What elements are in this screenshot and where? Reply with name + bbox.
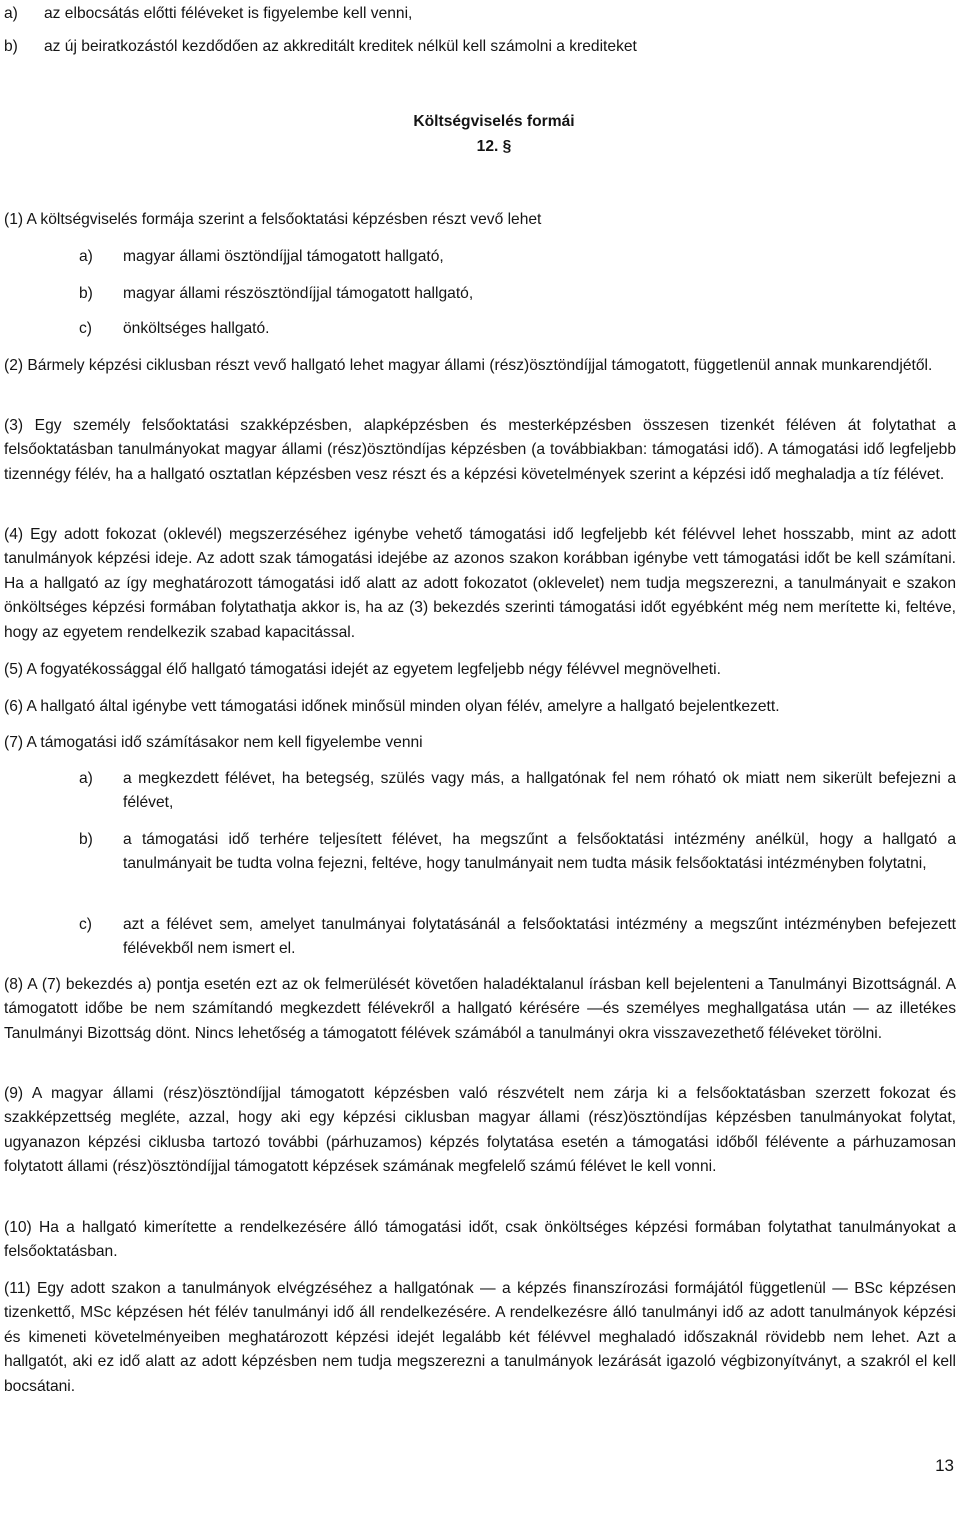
list-item xyxy=(79,913,956,962)
list-item-label: a) xyxy=(4,5,18,22)
page-number: 13 xyxy=(935,1456,954,1475)
paragraph-4: (4) Egy adott fokozat (oklevél) megszerzéséhez igénybe vehető támogatási idő legfeljebb két félévvel lehet hosszabb, mint az adott tanulmányok képzési ideje. Az adott szak támogatási idejébe az azonos szakon korábban igénybe vett támogatási időt be kell számítani. Ha a hallgató az így meghatározott támogatási idő alatt az adott fokozatot (oklevelet) nem tudja megszerezni, a tanulmányait e szakon önköltséges képzési formában folytathatja akkor is, ha az (3) bekezdés szerinti támogatási időt egyébként még nem merítette ki, feltéve, hogy az egyetem rendelkezik szabad kapacitással. xyxy=(4,526,956,641)
list-item-text: önköltséges hallgató. xyxy=(123,320,270,337)
paragraph-2: (2) Bármely képzési ciklusban részt vevő hallgató lehet magyar állami (rész)ösztöndíjjal támogatott, függetlenül annak munkarendjétől. xyxy=(4,357,933,374)
list-item xyxy=(79,828,956,877)
paragraph-10: (10) Ha a hallgató kimerítette a rendelkezésére álló támogatási időt, csak önköltséges képzési formában folytathat tanulmányokat a felsőoktatásban. xyxy=(4,1219,956,1261)
list-item xyxy=(4,37,956,57)
list-item-text: a támogatási idő terhére teljesített félévet, ha megszűnt a felsőoktatási intézmény anélkül, hogy a hallgató a tanulmányait be tudta volna fejezni, feltéve, hogy tanulmányait nem tudta másik felsőoktatási intézményben folytatni, xyxy=(123,831,956,873)
list-item-label: a) xyxy=(79,248,93,265)
section-title: Költségviselés formái xyxy=(413,113,575,130)
paragraph-11: (11) Egy adott szakon a tanulmányok elvégzéséhez a hallgatónak — a képzés finanszírozási formájától függetlenül — BSc képzésen tizenkettő, MSc képzésen hét félév tanulmányi idő áll rendelkezésére. A rendelkezésre álló tanulmányi idő az adott tanulmányok képzési és kimeneti követelményeiben meghatározott képzési idejét legalább két félévvel meghaladó időszaknál rövidebb nem lehet. Azt a hallgatót, aki ez idő alatt az adott képzésben nem tudja megszerezni a tanulmányok lezárását igazoló végbizonyítványt, a szakról el kell bocsátani. xyxy=(4,1280,956,1395)
paragraph-3: (3) Egy személy felsőoktatási szakképzésben, alapképzésben és mesterképzésben összesen tizenkét féléven át folytathat a felsőoktatásban tanulmányokat magyar állami (rész)ösztöndíjas képzésben (a továbbiakban: támogatási idő). A támogatási idő legfeljebb tizennégy félév, ha a hallgató osztatlan képzésben vesz részt és a képzési követelmények szerint a képzési idő meghaladja a tíz félévet. xyxy=(4,417,956,483)
list-item-label: b) xyxy=(4,38,18,55)
list-item-label: b) xyxy=(79,831,93,848)
paragraph-8: (8) A (7) bekezdés a) pontja esetén ezt az ok felmerülését követően haladéktalanul írásban kell bejelenteni a Tanulmányi Bizottságnál. A támogatott időbe be nem számítandó megkezdett félévekről a hallgató kérésére —és személyes meghallgatása után — az illetékes Tanulmányi Bizottság dönt. Nincs lehetőség a támogatott félévek számából a tanulmányi okra visszavezethető féléveket törölni. xyxy=(4,976,956,1042)
section-number: 12. § xyxy=(476,138,512,155)
paragraph-9: (9) A magyar állami (rész)ösztöndíjjal támogatott képzésben való részvételt nem zárja ki a felsőoktatásban szerzett fokozat és szakképzettség megléte, azzal, hogy aki egy képzési ciklusban magyar állami (rész)ösztöndíjas képzésben tanulmányokat folytat, ugyanazon képzési ciklusba tartozó további (párhuzamos) képzés folytatása esetén a támogatási időből félévente a párhuzamosan folytatott állami (rész)ösztöndíjjal támogatott képzések számának megfelelő számú félévet le kell vonni. xyxy=(4,1085,956,1176)
paragraph-1: (1) A költségviselés formája szerint a felsőoktatási képzésben részt vevő lehet xyxy=(4,211,542,228)
list-item-text: az új beiratkozástól kezdődően az akkreditált kreditek nélkül kell számolni a krediteket xyxy=(44,38,637,55)
list-item-label: a) xyxy=(79,770,93,787)
list-item-label: c) xyxy=(79,320,92,337)
list-item-text: magyar állami részösztöndíjjal támogatott hallgató, xyxy=(123,285,474,302)
paragraph-7: (7) A támogatási idő számításakor nem kell figyelembe venni xyxy=(4,734,423,751)
list-item xyxy=(79,767,956,816)
list-item xyxy=(4,4,956,24)
paragraph-6: (6) A hallgató által igénybe vett támogatási időnek minősül minden olyan félév, amelyre a hallgató bejelentkezett. xyxy=(4,698,780,715)
list-item-text: az elbocsátás előtti féléveket is figyelembe kell venni, xyxy=(44,5,413,22)
list-item-label: b) xyxy=(79,285,93,302)
paragraph-5: (5) A fogyatékossággal élő hallgató támogatási idejét az egyetem legfeljebb négy félévvel megnövelheti. xyxy=(4,661,721,678)
list-item xyxy=(79,282,956,306)
list-item-text: azt a félévet sem, amelyet tanulmányai folytatásánál a felsőoktatási intézmény a megszűnt intézményben befejezett félévekből nem ismert el. xyxy=(123,916,956,958)
list-item xyxy=(79,245,956,269)
list-item-text: a megkezdett félévet, ha betegség, szülés vagy más, a hallgatónak fel nem róható ok miatt nem sikerült befejezni a félévet, xyxy=(123,770,956,812)
list-item-text: magyar állami ösztöndíjjal támogatott hallgató, xyxy=(123,248,444,265)
list-item xyxy=(79,317,956,341)
list-item-label: c) xyxy=(79,916,92,933)
